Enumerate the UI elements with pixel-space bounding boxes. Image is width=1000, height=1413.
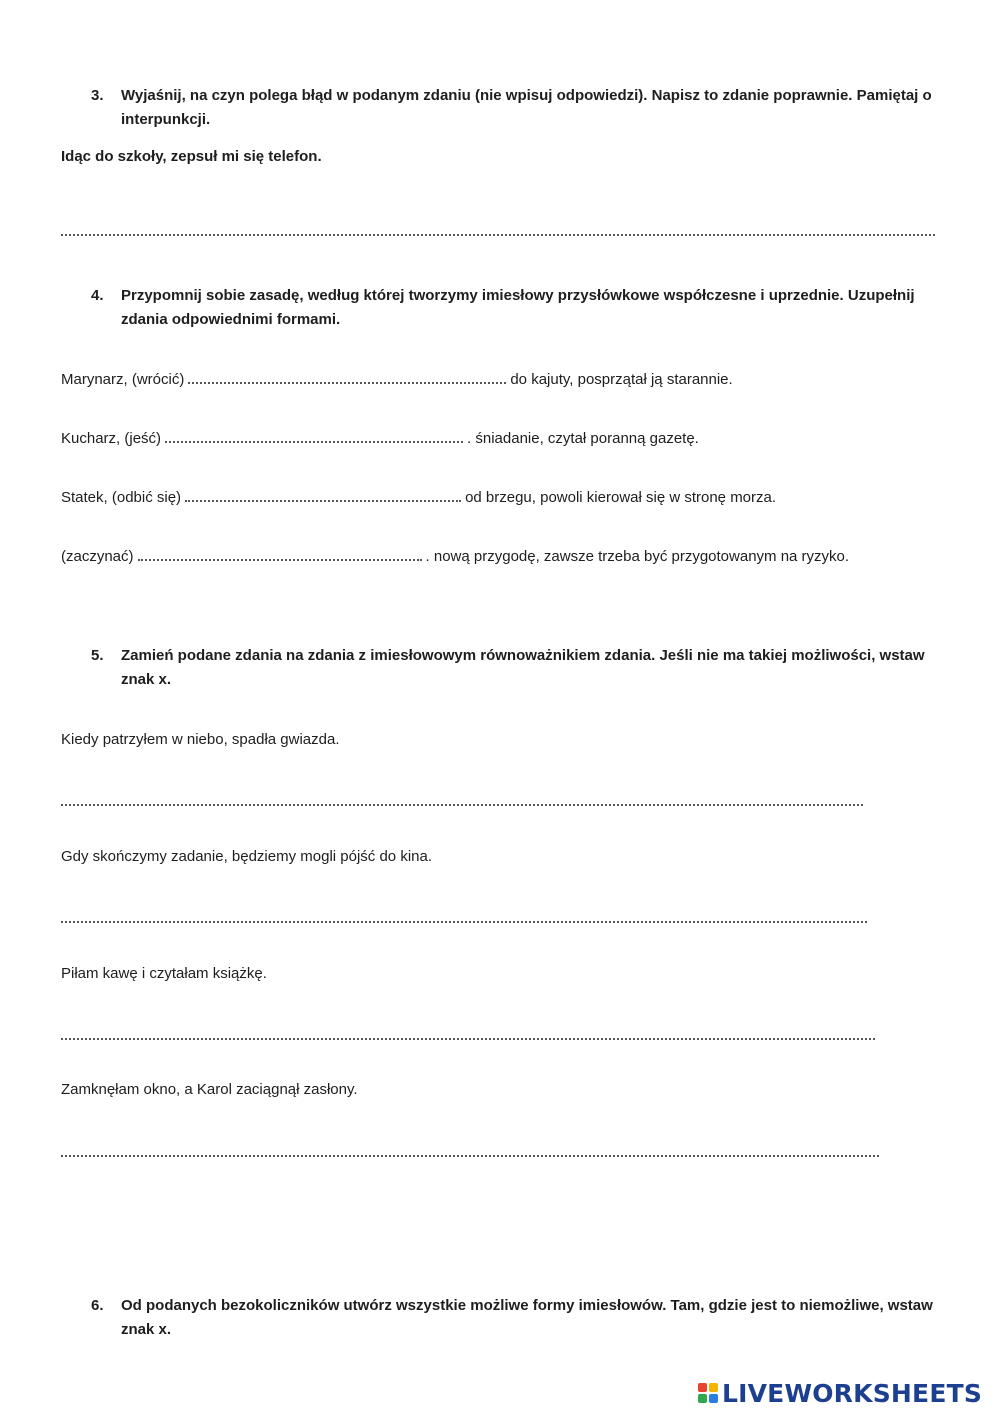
question-instruction: Przypomnij sobie zasadę, według której tworzymy imiesłowy przysłówkowe współczesne i uprzednie. Uzupełnij zdania odpowiednimi formami. bbox=[121, 287, 915, 328]
sentence-prefix: Marynarz, (wrócić) bbox=[61, 371, 185, 388]
question-5 bbox=[91, 644, 951, 692]
answer-input-q5-3[interactable] bbox=[61, 1018, 879, 1042]
sentence-prefix: (zaczynać) bbox=[61, 548, 134, 565]
sentence-suffix: . nową przygodę, zawsze trzeba być przygotowanym na ryzyko. bbox=[425, 548, 850, 565]
answer-input-q5-4[interactable] bbox=[61, 1135, 883, 1159]
logo-square-green bbox=[698, 1394, 707, 1403]
logo-text: LIVEWORKSHEETS bbox=[722, 1378, 983, 1408]
logo-square-red bbox=[698, 1383, 707, 1392]
sentence-suffix: od brzegu, powoli kierował się w stronę morza. bbox=[465, 489, 777, 506]
question-instruction: Zamień podane zdania na zdania z imiesłowowym równoważnikiem zdania. Jeśli nie ma takiej możliwości, wstaw znak x. bbox=[121, 647, 925, 688]
blank-field[interactable] bbox=[138, 555, 422, 561]
question-number: 5. bbox=[91, 647, 104, 664]
source-sentence-2: Gdy skończymy zadanie, będziemy mogli pójść do kina. bbox=[61, 848, 433, 865]
blank-field[interactable] bbox=[165, 437, 463, 443]
answer-input-q5-2[interactable] bbox=[61, 901, 871, 925]
question-6 bbox=[91, 1294, 951, 1342]
question-number: 4. bbox=[91, 287, 104, 304]
fill-sentence-4 bbox=[61, 548, 849, 565]
sentence-suffix: do kajuty, posprzątał ją starannie. bbox=[510, 371, 733, 388]
blank-field[interactable] bbox=[185, 496, 461, 502]
question-instruction: Wyjaśnij, na czyn polega błąd w podanym zdaniu (nie wpisuj odpowiedzi). Napisz to zdanie poprawnie. Pamiętaj o interpunkcji. bbox=[121, 87, 932, 128]
fill-sentence-1 bbox=[61, 371, 733, 388]
fill-sentence-3 bbox=[61, 489, 776, 506]
answer-input-q5-1[interactable] bbox=[61, 784, 867, 808]
sentence-suffix: . śniadanie, czytał poranną gazetę. bbox=[467, 430, 699, 447]
source-sentence-1: Kiedy patrzyłem w niebo, spadła gwiazda. bbox=[61, 731, 340, 748]
question-number: 6. bbox=[91, 1297, 104, 1314]
question-4 bbox=[91, 284, 951, 332]
blank-field[interactable] bbox=[188, 378, 506, 384]
faulty-sentence: Idąc do szkoły, zepsuł mi się telefon. bbox=[61, 148, 322, 165]
logo-square-blue bbox=[709, 1394, 718, 1403]
source-sentence-4: Zamknęłam okno, a Karol zaciągnął zasłony. bbox=[61, 1081, 358, 1098]
liveworksheets-logo bbox=[698, 1379, 982, 1407]
answer-input-q3[interactable] bbox=[61, 214, 939, 238]
sentence-prefix: Statek, (odbić się) bbox=[61, 489, 182, 506]
question-number: 3. bbox=[91, 87, 104, 104]
question-3 bbox=[91, 84, 951, 132]
question-instruction: Od podanych bezokoliczników utwórz wszystkie możliwe formy imiesłowów. Tam, gdzie jest to niemożliwe, wstaw znak x. bbox=[121, 1297, 933, 1338]
liveworksheets-logo-icon bbox=[698, 1383, 718, 1403]
logo-square-yellow bbox=[709, 1383, 718, 1392]
source-sentence-3: Piłam kawę i czytałam książkę. bbox=[61, 965, 267, 982]
sentence-prefix: Kucharz, (jeść) bbox=[61, 430, 162, 447]
fill-sentence-2 bbox=[61, 430, 699, 447]
